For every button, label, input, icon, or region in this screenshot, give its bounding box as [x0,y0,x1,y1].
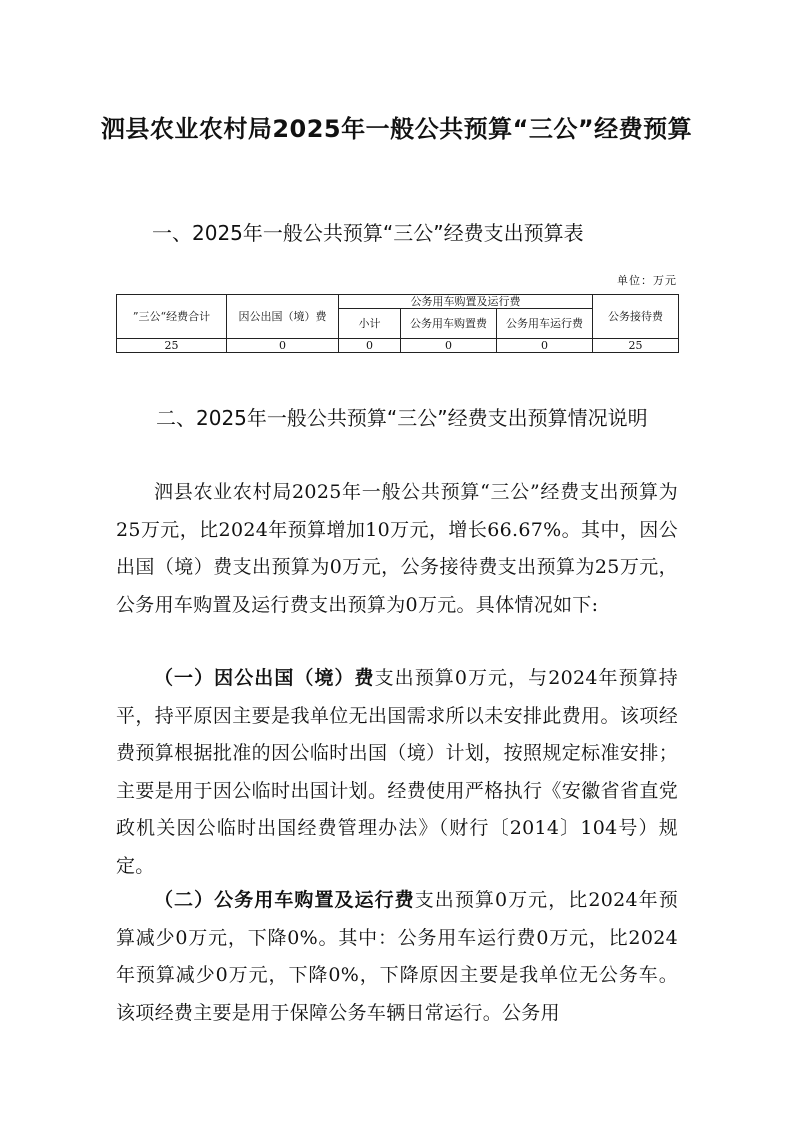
header-total: ”三公“经费合计 [117,295,227,339]
document-title: 泗县农业农村局2025年一般公共预算“三公”经费预算 [100,115,693,143]
abroad-lead: （一）因公出国（境）费 [154,667,375,689]
header-vehicle-purchase: 公务用车购置费 [401,309,497,339]
value-abroad: 0 [227,339,339,353]
abroad-paragraph [116,660,678,885]
value-vehicle-operation: 0 [497,339,593,353]
table-row [117,339,679,353]
value-vehicle-purchase: 0 [401,339,497,353]
vehicle-body: 支出预算0万元，比2024年预算减少0万元，下降0%。其中：公务用车运行费0万元，比2024年预算减少0万元，下降0%，下降原因主要是我单位无公务车。该项经费主要是用于保障公务车辆日常运行。公务用 [116,889,678,1024]
vehicle-lead: （二）公务用车购置及运行费 [154,889,415,911]
header-vehicle-group: 公务用车购置及运行费 [339,295,593,309]
value-total: 25 [117,339,227,353]
abroad-body: 支出预算0万元，与2024年预算持平，持平原因主要是我单位无出国需求所以未安排此费用。该项经费预算根据批准的因公临时出国（境）计划，按照规定标准安排；主要是用于因公临时出国计划。经费使用严格执行《安徽省省直党政机关因公临时出国经费管理办法》（财行〔2014〕104号）规定。 [116,667,678,877]
budget-table [116,294,679,353]
header-vehicle-subtotal: 小计 [339,309,401,339]
intro-paragraph: 泗县农业农村局2025年一般公共预算“三公”经费支出预算为25万元，比2024年预算增加10万元，增长66.67%。其中，因公出国（境）费支出预算为0万元，公务接待费支出预算为25万元，公务用车购置及运行费支出预算为0万元。具体情况如下: [116,481,678,616]
header-reception: 公务接待费 [593,295,679,339]
unit-label: 单位：万元 [617,274,677,287]
table-header-row [117,295,679,309]
vehicle-paragraph [116,882,678,1032]
header-vehicle-operation: 公务用车运行费 [497,309,593,339]
section-1-heading: 一、2025年一般公共预算“三公”经费支出预算表 [152,221,584,245]
value-vehicle-subtotal: 0 [339,339,401,353]
value-reception: 25 [593,339,679,353]
section-2-heading: 二、2025年一般公共预算“三公”经费支出预算情况说明 [156,406,648,430]
header-abroad: 因公出国（境）费 [227,295,339,339]
